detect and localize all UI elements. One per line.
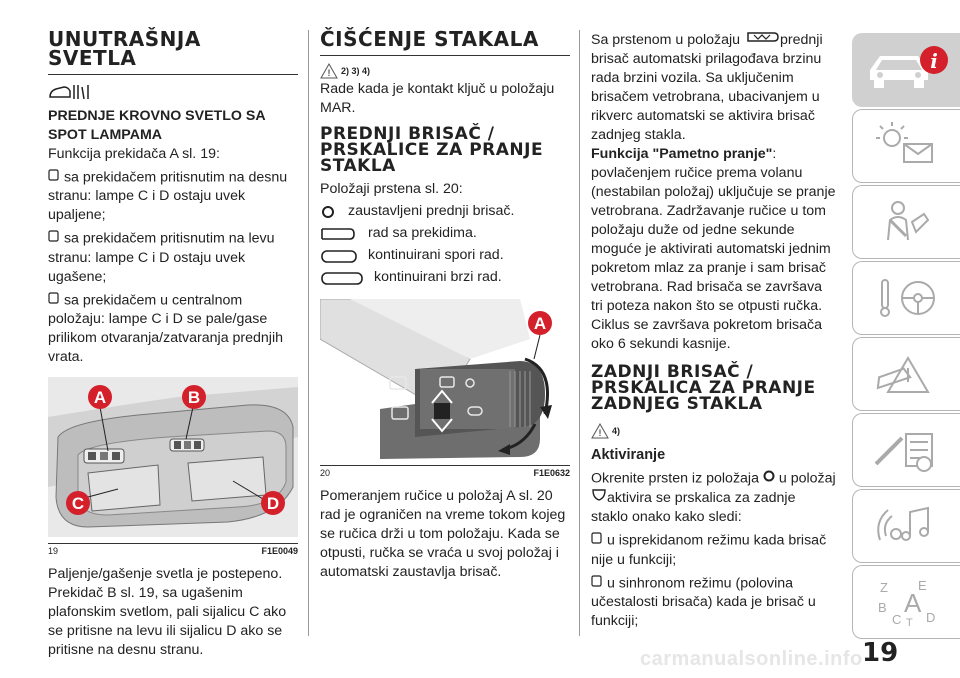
- warning-triangle-icon: [591, 423, 609, 439]
- maintenance-icon: [862, 420, 952, 480]
- figure-number: 20: [320, 468, 331, 478]
- figure-code: F1E0049: [261, 545, 298, 556]
- warning-refs: ! 4): [591, 422, 836, 440]
- divider: [48, 74, 298, 75]
- emergency-icon: [862, 344, 952, 404]
- section-title: ČIŠĆENJE STAKALA: [320, 27, 539, 51]
- tab-warning-lights[interactable]: [852, 109, 960, 183]
- paragraph: Paljenje/gašenje svetla je postepeno. Prekidač B sl. 19, sa ugašenim plafonskim svetlom, pali sijalicu C ako se pritisne na levu ili sijalicu D ako se pritisne na desnu stranu.: [48, 565, 287, 658]
- divider: [320, 55, 570, 56]
- multimedia-icon: [862, 496, 952, 556]
- paragraph: Pomeranjem ručice u položaj A sl. 20 rad je ograničen na vreme tokom kojeg se ručica drži u tom položaju. Kada se otpusti, ručka se vraća u svoj položaj i automatski zaustavlja brisač.: [320, 488, 566, 580]
- list-item: sa prekidačem pritisnutim na desnu stranu: lampe C i D ostaju uvek upaljene;: [48, 169, 288, 224]
- position-item: kontinuirani brzi rad.: [320, 268, 570, 287]
- interior-light-symbol-icon: [48, 83, 298, 103]
- figure-code: F1E0632: [533, 468, 570, 478]
- paragraph: Funkcija prekidača A sl. 19:: [48, 146, 220, 162]
- chapter-tabs: [852, 33, 960, 641]
- position-slow-icon: [320, 248, 360, 264]
- tab-safety[interactable]: [852, 185, 960, 259]
- svg-text:E: E: [917, 578, 927, 593]
- paragraph: Položaji prstena sl. 20:: [320, 181, 463, 197]
- svg-text:A: A: [93, 387, 107, 407]
- svg-text:D: D: [266, 493, 280, 513]
- tab-starting-driving[interactable]: [852, 261, 960, 335]
- subsection-title: ZADNJI BRISAČ / PRSKALICA ZA PRANJE ZADNJEG STAKLA: [591, 362, 816, 414]
- list-item: u isprekidanom režimu kada brisač nije u funkciji;: [591, 532, 827, 568]
- warning-triangle-icon: [320, 63, 338, 79]
- section-title: UNUTRAŠNJA SVETLA: [48, 27, 201, 70]
- column-window-cleaning: [320, 27, 570, 582]
- paragraph: Funkcija "Pametno pranje": povlačenjem ručice prema volanu (nestabilan položaj) uključuje se pranje vetrobrana. Zadržavanje ručice u tom položaju duže od jedne sekunde moguće je aktivirati automatski jednim pokretom mlaz za pranje i sam brisač vetrobrana. Rad brisača se završava tri poteza nakon što se otpusti ručka. Ciklus se završava pokretom brisača oko 6 sekundi kasnije.: [591, 146, 836, 352]
- tab-index[interactable]: [852, 565, 960, 639]
- paragraph: Okrenite prsten iz položaja u položaj aktivira se prskalica za zadnje staklo onako kako sledi:: [591, 470, 836, 526]
- svg-text:B: B: [187, 387, 201, 407]
- svg-text:Z: Z: [879, 580, 888, 595]
- paragraph: Sa prstenom u položaju prednji brisač automatski prilagođava brzinu rada brzini vozila. Sa uključenim brisačem vetrobrana, ubacivanjem u rikverc automatski se aktivira brisač zadnjeg stakla.: [591, 31, 823, 143]
- column-wipers-continued: [591, 30, 836, 631]
- tab-maintenance[interactable]: [852, 413, 960, 487]
- list-item: sa prekidačem pritisnutim na levu stranu: lampe C i D ostaju uvek ugašene;: [48, 230, 275, 285]
- tab-multimedia[interactable]: [852, 489, 960, 563]
- switch-icon: [591, 574, 603, 593]
- car-info-icon: [862, 40, 952, 100]
- figure-20: [320, 299, 570, 466]
- position-fast-icon: [320, 270, 366, 286]
- list-item: sa prekidačem u centralnom položaju: lampe C i D se pale/gase prilikom otvaranja/zatvaranja prednjih vrata.: [48, 291, 284, 365]
- list-item: u sinhronom režimu (polovina učestalosti brisača) kada je brisač u funkciji;: [591, 574, 816, 629]
- subsection-title: PREDNJE KROVNO SVETLO SA SPOT LAMPAMA: [48, 108, 266, 143]
- index-icon: [862, 572, 952, 632]
- column-divider: [579, 30, 580, 636]
- activation-label: Aktiviranje: [591, 447, 666, 463]
- watermark: carmanualsonline.info: [640, 648, 863, 670]
- svg-text:T: T: [905, 617, 913, 629]
- switch-icon: [48, 291, 60, 310]
- smart-wash-label: Funkcija "Pametno pranje": [591, 146, 773, 162]
- position-item: kontinuirani spori rad.: [320, 246, 570, 265]
- position-item: rad sa prekidima.: [320, 224, 570, 243]
- subsection-title: PREDNJI BRISAČ / PRSKALICE ZA PRANJE STAKLA: [320, 124, 544, 176]
- svg-text:C: C: [71, 493, 85, 513]
- figure-number: 19: [48, 545, 59, 556]
- auto-wiper-icon: [744, 30, 780, 50]
- position-intermittent-icon: [320, 226, 360, 242]
- svg-text:A: A: [903, 588, 921, 618]
- tab-emergency[interactable]: [852, 337, 960, 411]
- ceiling-light-illustration: [48, 377, 298, 537]
- svg-text:!: !: [598, 428, 602, 438]
- svg-text:A: A: [533, 314, 547, 333]
- column-interior-lights: [48, 27, 298, 660]
- safety-icon: [862, 192, 952, 252]
- wiper-stalk-illustration: [320, 299, 570, 459]
- paragraph: Rade kada je kontakt ključ u položaju MAR.: [320, 81, 555, 116]
- svg-text:i: i: [929, 49, 938, 73]
- page-number: 19: [862, 638, 899, 668]
- position-item: zaustavljeni prednji brisač.: [320, 202, 570, 221]
- figure-19: [48, 377, 298, 544]
- tab-car-info[interactable]: [852, 33, 960, 107]
- off-position-icon: [763, 469, 775, 488]
- position-off-icon: [320, 205, 342, 219]
- svg-text:D: D: [925, 610, 935, 625]
- switch-icon: [591, 531, 603, 550]
- warning-lights-icon: [862, 116, 952, 176]
- starting-driving-icon: [862, 268, 952, 328]
- column-divider: [308, 30, 309, 636]
- svg-text:!: !: [327, 68, 331, 78]
- switch-icon: [48, 229, 60, 248]
- svg-text:C: C: [891, 612, 901, 627]
- switch-icon: [48, 168, 60, 187]
- rear-wiper-icon: [591, 488, 607, 508]
- figure-caption: [320, 466, 570, 479]
- warning-refs: ! 2) 3) 4): [320, 62, 570, 80]
- figure-caption: [48, 544, 298, 557]
- svg-text:B: B: [877, 600, 887, 615]
